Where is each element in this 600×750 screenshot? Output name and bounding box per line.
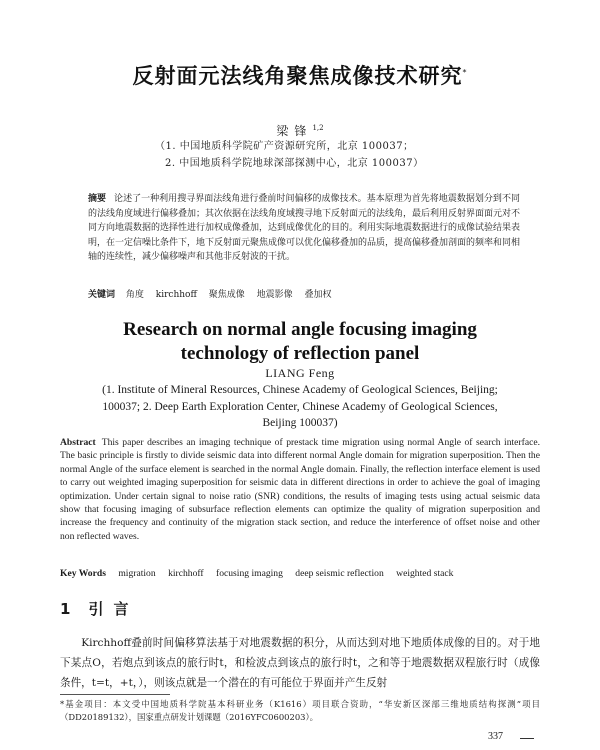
author-affiliation-mark: 1,2 (312, 124, 324, 132)
chinese-affiliations (155, 138, 575, 172)
chinese-keyword: 角度 (125, 290, 144, 300)
section-number: 1 (60, 600, 71, 618)
chinese-affiliation-line: （1. 中国地质科学院矿产资源研究所，北京 100037； (155, 141, 414, 152)
page-number: 337 (488, 731, 503, 742)
chinese-keyword: 聚焦成像 (208, 290, 245, 300)
chinese-keyword: 叠加权 (304, 290, 332, 300)
english-title-line-1: Research on normal angle focusing imaging (123, 319, 477, 340)
chinese-keyword: kirchhoff (155, 290, 197, 300)
page-number-dash (520, 738, 534, 739)
english-keyword: weighted stack (396, 568, 454, 579)
title-footnote-mark: * (462, 68, 468, 77)
english-keyword: deep seismic reflection (295, 568, 384, 579)
chinese-abstract-text: 论述了一种利用搜寻界面法线角进行叠前时间偏移的成像技术。基本原理为首先将地震数据划分到不同的法线角度域进行偏移叠加；其次依据在法线角度域搜寻地下反射面元的法线角，最后利用反射界面面元对不同方向地震数据的选择性进行加权成像叠加，达到成像优化的目的。利用实际地震数据进行的成像试验结果表明，在一定信噪比条件下，地下反射面元聚焦成像可以优化偏移叠加的品质，提高偏移叠加剖面的频率和同相轴的连续性，减少偏移噪声和其他非反射波的干扰。 (88, 194, 521, 263)
english-keywords (60, 567, 540, 580)
chinese-abstract (88, 192, 520, 265)
footnote: *基金项目：本文受中国地质科学院基本科研业务（K1616）项目联合资助，“华安新区深部三维地质结构探测”项目（DD20189132），国家重点研发计划课题（2016YFC0600203）。 (60, 699, 540, 722)
chinese-abstract-label: 摘要 (88, 194, 107, 204)
english-affiliation: (1. Institute of Mineral Resources, Chinese Academy of Geological Sciences, Beijing; 100037; 2. Deep Earth Exploration Center, Chinese Academy of Geological Sciences, Beijing 100037) (102, 384, 498, 429)
english-keywords-label: Key Words (60, 568, 106, 579)
chinese-keywords-label: 关键词 (88, 290, 116, 300)
chinese-author (0, 122, 600, 139)
chinese-keywords (88, 288, 520, 302)
footnote-divider (60, 694, 170, 695)
english-author: LIANG Feng (265, 366, 335, 380)
body-paragraph: Kirchhoff叠前时间偏移算法基于对地震数据的积分，从而达到对地下地质体成像的目的。对于地下某点O，若炮点到该点的旅行时t，和检波点到该点的旅行时t，之和等于地震数据双程旅行时（成像条件，t=t，+t，），则该点就是一个潜在的有可能位于界面并产生反射 (60, 637, 540, 689)
english-title (0, 318, 600, 366)
chinese-keyword: 地震影像 (256, 290, 293, 300)
chinese-author-name: 梁锋 (276, 124, 313, 138)
english-keyword: kirchhoff (168, 568, 204, 579)
chinese-affiliation-line: 2. 中国地质科学院地球深部探测中心，北京 100037） (165, 158, 424, 169)
chinese-title-text: 反射面元法线角聚焦成像技术研究 (132, 64, 463, 88)
english-keyword: migration (118, 568, 156, 579)
chinese-title (0, 60, 600, 90)
english-abstract-text: This paper describes an imaging technique of prestack time migration using normal Angle of search interface. The basic principle is firstly to divide seismic data into different normal Angle domain for migration superposition. Then the normal Angle of the surface element is searched in the normal Angle domain. Finally, the reflection interface element is used to carry out weighted imaging superposition for seismic data in different directions in order to achieve the goal of imaging optimization. Under certain signal to noise ratio (SNR) conditions, the results of imaging tests using actual seismic data show that focusing imaging of subsurface reflection elements can optimize the quality of migration superposition and increase the frequency and continuity of the migration stack section, and reduce the interference of offset noise and other non reflected waves. (60, 437, 540, 542)
english-abstract (60, 436, 540, 543)
section-heading (60, 598, 360, 619)
english-title-line-2: technology of reflection panel (180, 343, 420, 364)
section-title: 引言 (88, 600, 139, 618)
english-keyword: focusing imaging (216, 568, 283, 579)
english-abstract-label: Abstract (60, 437, 96, 448)
